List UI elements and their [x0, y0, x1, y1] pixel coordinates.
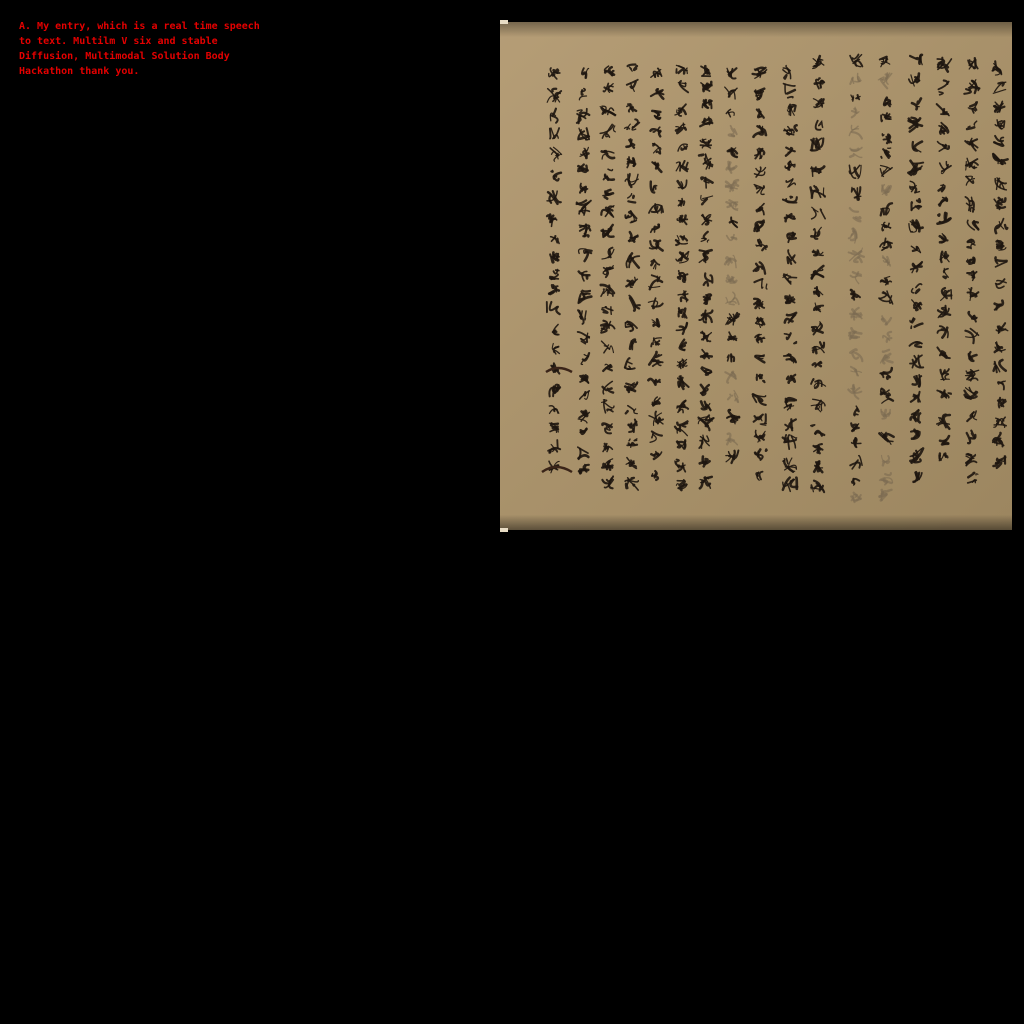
scroll-corner-top [500, 20, 508, 24]
calligraphy-image [500, 20, 1012, 532]
speech-transcript-caption: A. My entry, which is a real time speech to text. Multilm V six and stable Diffusion, Multimodal Solution Body Hackathon thank you. [19, 21, 260, 77]
calligraphy-glyph [786, 295, 795, 303]
calligraphy-glyph [578, 164, 587, 171]
calligraphy-scroll-svg [500, 20, 1012, 532]
scroll-corner-bottom [500, 528, 508, 532]
